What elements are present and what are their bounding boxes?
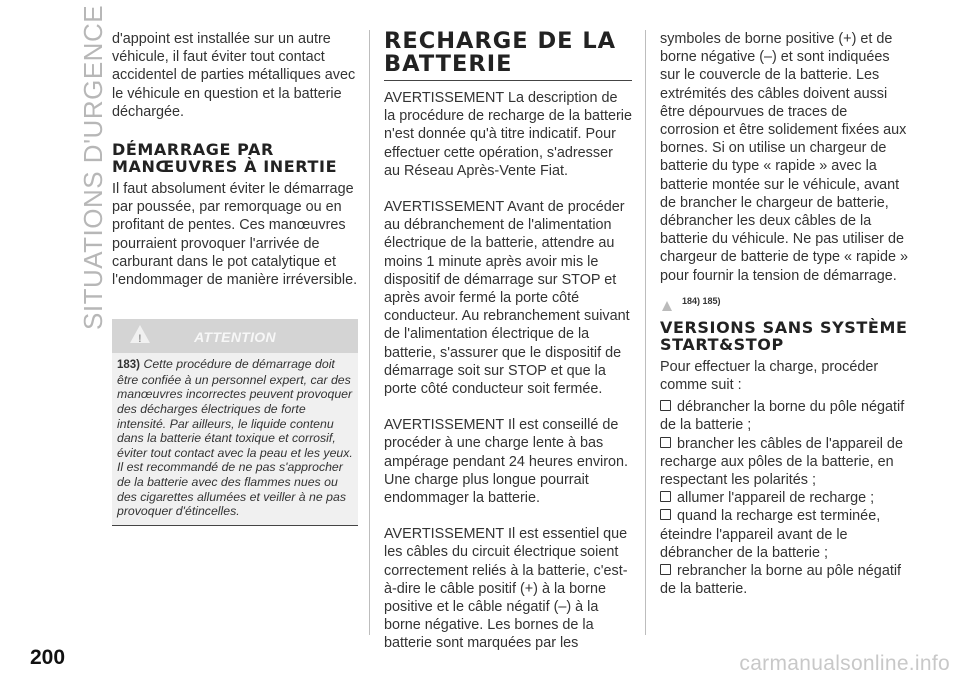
side-title-text: SITUATIONS D'URGENCE (78, 4, 108, 330)
column-3 (660, 30, 910, 598)
attention-box (112, 319, 358, 526)
list-item: allumer l'appareil de recharge ; (660, 489, 910, 507)
watermark[interactable]: carmanualsonline.info (739, 652, 950, 675)
heading-block (384, 30, 632, 81)
procedure-lead: Pour effectuer la charge, procéder comme suit : (660, 358, 879, 394)
attention-number: 183) (117, 359, 141, 372)
list-item: débrancher la borne du pôle négatif de la batterie ; (660, 399, 905, 434)
col1-body: Il faut absolument éviter le démarrage par poussée, par remorquage ou en profitant de pentes. Ces manœuvres pourraient provoquer l'arrivée de carburant dans le pot catalytique et l'endommager de manière irréversible. (112, 181, 358, 289)
heading-versions: VERSIONS SANS SYSTÈME START&STOP (660, 317, 908, 354)
warning-paragraph: AVERTISSEMENT La description de la procédure de recharge de la batterie n'est donnée qu'à titre indicatif. Pour effectuer cette opération, s'adresser au Réseau Après-Vente Fiat. (384, 90, 632, 179)
page-number: 200 (30, 646, 66, 669)
list-item: rebrancher la borne au pôle négatif de la batterie. (660, 563, 902, 598)
col3-intro: symboles de borne positive (+) et de borne négative (–) et sont indiquées sur le couvercle de la batterie. Les extrémités des câbles doivent aussi être dépourvues de traces de corrosion et être solidement fixées aux bornes. Si on utilise un chargeur de batterie du type « rapide » avec la batterie montée sur le véhicule, avant de brancher le chargeur de batterie, débrancher les deux câbles de la batterie du véhicule. Ne pas utiliser de chargeur de batterie de type « rapide » pour fournir la tension de démarrage. (660, 31, 909, 284)
attention-title: ATTENTION (194, 329, 276, 346)
checkbox-bullet-icon (660, 437, 671, 448)
section-side-title (52, 4, 108, 360)
column-divider (645, 30, 646, 635)
column-1 (112, 30, 358, 526)
reference-icon (662, 291, 672, 311)
heading-recharge: RECHARGE DE LA BATTERIE (384, 28, 617, 77)
references (660, 291, 910, 305)
warning-paragraph: AVERTISSEMENT Il est essentiel que les câbles du circuit électrique soient correctement reliés à la batterie, c'est-à-dire le câble positif (+) à la borne positive et le câble négatif (–) à la borne négative. Les bornes de la batterie sont marquées par les (384, 526, 628, 652)
list-item: brancher les câbles de l'appareil de recharge aux pôles de la batterie, en respectant les polarités ; (660, 435, 903, 489)
checkbox-bullet-icon (660, 400, 671, 411)
attention-header (112, 319, 358, 353)
checkbox-bullet-icon (660, 491, 671, 502)
attention-body (112, 353, 358, 526)
list-item: quand la recharge est terminée, éteindre l'appareil avant de le débrancher de la batterie ; (660, 508, 881, 561)
checkbox-bullet-icon (660, 509, 671, 520)
warning-paragraph: AVERTISSEMENT Avant de procéder au débranchement de l'alimentation électrique de la batterie, attendre au moins 1 minute après avoir mis le dispositif de démarrage sur STOP et après avoir fermé la porte côté conducteur. Au rebranchement suivant de l'alimentation électrique de la batterie, s'assurer que le dispositif de démarrage soit sur STOP et que la porte côté conducteur soit fermée. (384, 199, 630, 398)
reference-numbers: 184) 185) (682, 295, 721, 306)
col1-intro: d'appoint est installée sur un autre véhicule, il faut éviter tout contact accidentel de parties métalliques avec le véhicule en question et la batterie déchargée. (112, 31, 356, 120)
column-2 (384, 30, 632, 671)
attention-text: Cette procédure de démarrage doit être confiée à un personnel expert, car des manœuvres incorrectes peuvent provoquer des décharges électriques de forte intensité. Par ailleurs, le liquide contenu dans la batterie étant toxique et corrosif, éviter tout contact avec la peau et les yeux. Il est recommandé de ne pas s'approcher de la batterie avec des flammes nues ou des cigarettes allumées et veiller à ne pas provoquer d'étincelles. (117, 357, 353, 519)
warning-paragraph: AVERTISSEMENT Il est conseillé de procéder à une charge lente à bas ampérage pendant 24 heures environ. Une charge plus longue pourrait endommager la batterie. (384, 417, 629, 507)
warning-exclamation-icon: ! (138, 333, 142, 346)
checkbox-bullet-icon (660, 564, 671, 575)
column-divider (369, 30, 370, 635)
heading-demarrage: DÉMARRAGE PAR MANŒUVRES À INERTIE (112, 140, 338, 177)
